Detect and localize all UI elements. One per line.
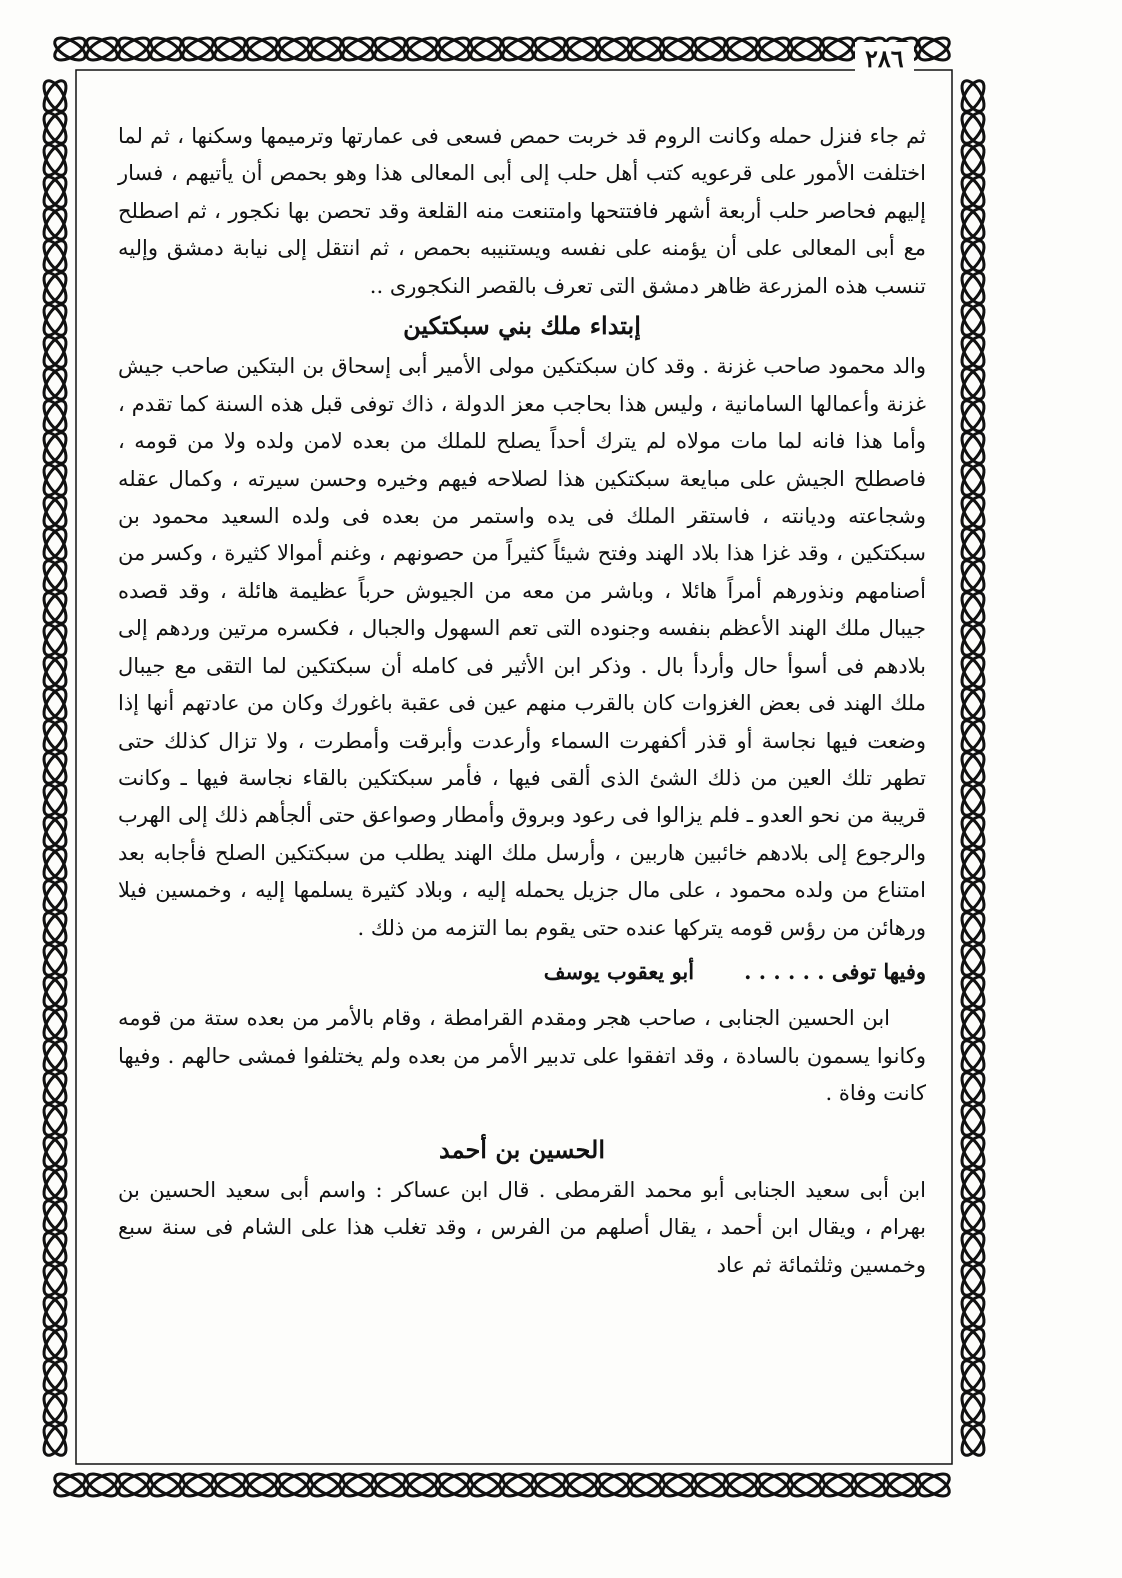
death-notice-intro: وفيها توفى . . . . . .: [744, 958, 926, 984]
paragraph-2: والد محمود صاحب غزنة . وقد كان سبكتكين مولى الأمير أبى إسحاق بن البتكين صاحب جيش غزنة وأعمالها السامانية ، وليس هذا بحاجب معز الدولة ، ذاك توفى قبل هذه السنة كما تقدم ، وأما هذا فانه لما مات مولاه لم يترك أحداً يصلح للملك من بعده لامن ولده ولا من قومه ، فاصطلح الجيش على مبايعة سبكتكين هذا لصلاحه فيهم وخيره وحسن سيرته ، وكمال عقله وشجاعته وديانته ، فاستقر الملك فى يده واستمر من بعده فى ولده السعيد محمود بن سبكتكين ، وقد غزا هذا بلاد الهند وفتح شيئاً كثيراً من حصونهم ، وغنم أموالا كثيرة ، وكسر من أصنامهم ونذورهم أمراً هائلا ، وباشر من معه من الجيوش حرباً عظيمة هائلة ، وقد قصده جيبال ملك الهند الأعظم بنفسه وجنوده التى تعم السهول والجبال ، فكسره مرتين وردهم إلى بلادهم فى أسوأ حال وأردأ بال . وذكر ابن الأثير فى كامله أن سبكتكين لما التقى مع جيبال ملك الهند فى بعض الغزوات كان بالقرب منهم عين فى عقبة باغورك وكان من عادتهم أنها إذا وضعت فيها نجاسة أو قذر أكفهرت السماء وأرعدت وأبرقت وأمطرت ، ولا تزال كذلك حتى تطهر تلك العين من ذلك الشئ الذى ألقى فيها ، فأمر سبكتكين بالقاء نجاسة فيها ـ وكانت قريبة من نحو العدو ـ فلم يزالوا فى رعود وبروق وأمطار وصواعق حتى ألجأهم ذلك إلى الهرب والرجوع إلى بلادهم خائبين هاربين ، وأرسل ملك الهند يطلب من سبكتكين الصلح فأجابه بعد امتناع من ولده محمود ، على مال جزيل يحمله إليه ، وبلاد كثيرة يسلمها إليه ، وخمسين فيلا ورهائن من رؤس قومه يتركها عنده حتى يقوم بما التزمه من ذلك .: [118, 354, 926, 940]
paragraph-3: ابن الحسين الجنابى ، صاحب هجر ومقدم القرامطة ، وقام بالأمر من بعده ستة من قومه وكانوا يسمون بالسادة ، وقد اتفقوا على تدبير الأمر من بعده ولم يختلفوا فمشى حالهم . وفيها كانت وفاة .: [118, 1006, 926, 1106]
paragraph-1: ثم جاء فنزل حمله وكانت الروم قد خربت حمص فسعى فى عمارتها وترميمها وسكنها ، ثم لما اختلفت الأمور على قرعويه كتب أهل حلب إلى أبى المعالى هذا وهو بحمص أن يأتيهم ، فسار إليهم فحاصر حلب أربعة أشهر فافتتحها وامتنعت منه القلعة وقد تحصن بها نكجور ، ثم اصطلح مع أبى المعالى على أن يؤمنه على نفسه ويستنيبه بحمص ، ثم انتقل إلى نيابة دمشق وإليه تنسب هذه المزرعة ظاهر دمشق التى تعرف بالقصر النكجورى ..: [118, 124, 926, 298]
section-heading-husayn: الحسين بن أحمد: [438, 1134, 606, 1164]
page-body: [118, 118, 926, 1418]
page-number: ٢٨٦: [855, 42, 914, 76]
person-name-abu-yaqub: أبو يعقوب يوسف: [543, 958, 695, 984]
death-notice-line: [118, 953, 926, 990]
section-heading-sebuktigin: إبتداء ملك بني سبكتكين: [403, 311, 641, 341]
paragraph-4: ابن أبى سعيد الجنابى أبو محمد القرمطى . قال ابن عساكر : واسم أبى سعيد الحسين بن بهرام ، ويقال ابن أحمد ، يقال أصلهم من الفرس ، وقد تغلب هذا على الشام فى سنة سبع وخمسين وثلثمائة ثم عاد: [118, 1177, 926, 1277]
